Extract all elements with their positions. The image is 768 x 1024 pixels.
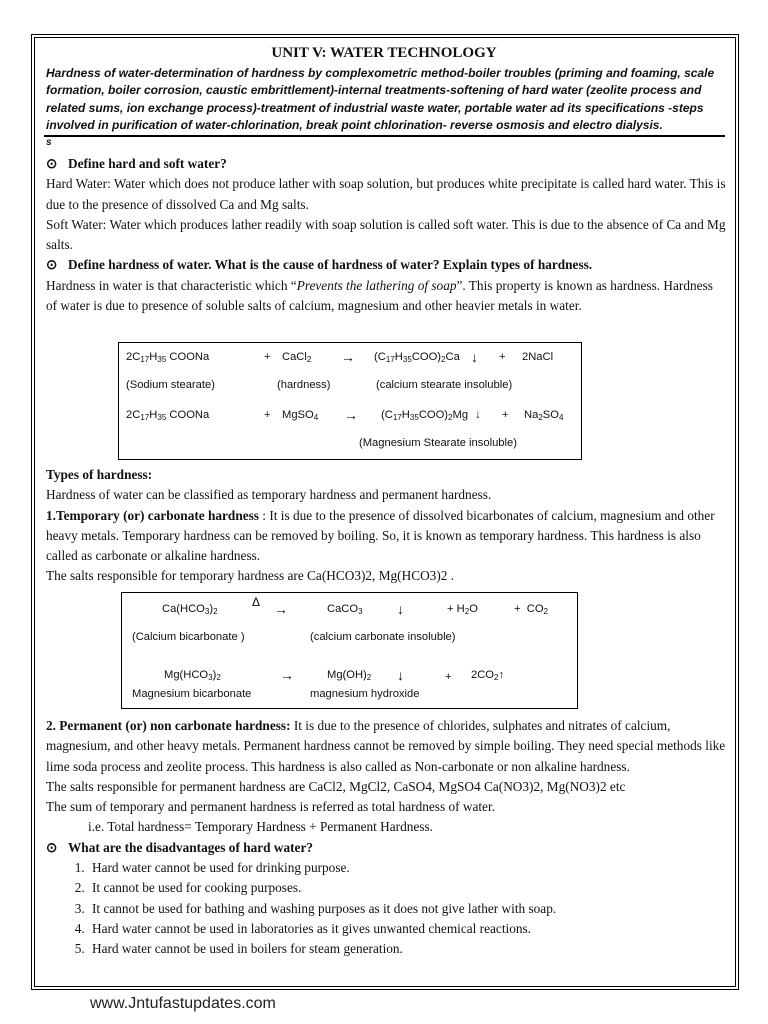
label: (calcium stearate insoluble) [376, 379, 513, 391]
list-item: 5. Hard water cannot be used in boilers for steam generation. [88, 939, 726, 959]
label: (Calcium bicarbonate ) [132, 631, 245, 643]
reactant: $2C_{17}H_{35}$ COONa [126, 409, 210, 423]
reactant: $2C_{17}H_{35}$ COONa [126, 351, 210, 365]
permanent-salts: The salts responsible for permanent hardness are CaCl2, MgCl2, CaSO4, MgSO4 Ca(NO3)2, Mg(NO3)2 etc [46, 778, 626, 794]
section-types [46, 465, 726, 587]
precipitate-arrow-icon: ↓ [471, 349, 478, 365]
arrow-icon: → [341, 349, 355, 365]
label: Magnesium bicarbonate [132, 688, 252, 700]
label: (Sodium stearate) [126, 379, 215, 391]
reactant: $Mg(HCO_3)_2$ [164, 669, 221, 683]
types-heading: Types of hardness: [46, 467, 153, 482]
temporary-salts: The salts responsible for temporary hardness are Ca(HCO3)2, Mg(HCO3)2 . [46, 568, 455, 584]
product: $(C_{17}H_{35}COO)_2Mg$ [381, 409, 469, 423]
reagent: MgSO$_4$ [282, 409, 319, 423]
label: (calcium carbonate insoluble) [310, 631, 456, 643]
divider [44, 135, 725, 137]
reaction-box-temporary [121, 592, 578, 709]
label: (hardness) [277, 379, 331, 391]
list-item: 1. Hard water cannot be used for drinking purpose. [88, 858, 726, 878]
question-heading: ⊙ Define hard and soft water? [46, 154, 726, 174]
delta-icon: Δ [252, 595, 261, 609]
label: magnesium hydroxide [310, 688, 420, 700]
section-permanent [46, 716, 726, 960]
plus-sign: + [499, 351, 506, 363]
question-heading: ⊙ Define hardness of water. What is the cause of hardness of water? Explain types of hardness. [46, 255, 726, 275]
precipitate-arrow-icon: ↓ [397, 667, 404, 683]
bullet-icon: ⊙ [46, 839, 58, 855]
plus-sign: + [264, 351, 271, 363]
total-hardness: The sum of temporary and permanent hardness is referred as total hardness of water. [46, 799, 495, 815]
reagent: CaCl$_2$ [282, 351, 312, 365]
stray-mark: s [46, 137, 52, 148]
question-heading: ⊙ What are the disadvantages of hard water? [46, 838, 726, 858]
byproduct: 2NaCl [522, 351, 554, 363]
precipitate-arrow-icon: ↓ [475, 407, 481, 421]
permanent-hardness: 2. Permanent (or) non carbonate hardness: It is due to the presence of chlorides, sulphates and nitrates of calcium, magnesium, and other heavy metals. Permanent hardness cannot be removed by simple boiling. They need special methods like lime soda process and zeolite process. This hardness is also called as Non-carbonate or non alkaline hardness. [46, 718, 726, 774]
soft-water-definition: Soft Water: Water which produces lather readily with soap solution is called soft water. This is due to the absence of Ca and Mg salts. [46, 216, 726, 253]
precipitate-arrow-icon: ↓ [397, 601, 404, 617]
disadvantages-list [46, 858, 726, 959]
product: $(C_{17}H_{35}COO)_2Ca$ [374, 351, 460, 365]
page-title: UNIT V: WATER TECHNOLOGY [271, 45, 497, 61]
list-item: 4. Hard water cannot be used in laboratories as it gives unwanted chemical reactions. [88, 919, 726, 939]
product: CaCO$_3$ [327, 603, 363, 617]
hardness-definition: Hardness in water is that characteristic which “Prevents the lathering of soap”. This property is known as hardness. Hardness of water is due to presence of soluble salts of calcium, magnesium and other heavier metals in water. [46, 277, 713, 314]
section-hard-soft [46, 154, 726, 316]
list-item: 3. It cannot be used for bathing and washing purposes as it does not give lather with soap. [88, 899, 726, 919]
bullet-icon: ⊙ [46, 257, 58, 273]
arrow-icon: → [344, 407, 358, 423]
byproduct: + $H_2O$ [447, 603, 478, 617]
reaction-box-soap [118, 342, 582, 460]
plus-sign: + [502, 409, 509, 421]
list-item: 2. It cannot be used for cooking purposes. [88, 878, 726, 898]
types-intro: Hardness of water can be classified as temporary hardness and permanent hardness. [46, 487, 492, 503]
arrow-icon: → [274, 601, 288, 617]
syllabus-text: Hardness of water-determination of hardness by complexometric method-boiler troubles (priming and foaming, scale formation, boiler corrosion, caustic embrittlement)-internal treatments-softening of hard water (zeolite process and related sums, ion exchange process)-treatment of industrial waste water, portable water ad its specifications -steps involved in purification of water-chlorination, break point chlorination- reverse osmosis and electro dialysis. [46, 66, 715, 132]
arrow-icon: → [280, 667, 294, 683]
footer-url: www.Jntufastupdates.com [90, 995, 276, 1012]
product: $Mg(OH)_2$ [327, 669, 372, 683]
bullet-icon: ⊙ [46, 156, 58, 171]
reactant: $Ca(HCO_3)_2$ [162, 603, 218, 617]
label: (Magnesium Stearate insoluble) [359, 437, 517, 449]
plus-sign: + [445, 671, 452, 683]
byproduct: + $CO_2$ [514, 603, 549, 617]
plus-sign: + [264, 409, 271, 421]
byproduct: $2CO_2↑$ [471, 669, 505, 683]
temporary-hardness: 1.Temporary (or) carbonate hardness : It is due to the presence of dissolved bicarbonates of calcium, magnesium and other heavy metals. Temporary hardness can be removed by boiling. So, it is known as temporary hardness. This hardness is also called as carbonate or alkaline hardness. [46, 507, 715, 564]
hard-water-definition: Hard Water: Water which does not produce lather with soap solution, but produces white precipitate is called hard water. This is due to the presence of dissolved Ca and Mg salts. [46, 176, 726, 212]
total-hardness-formula: i.e. Total hardness= Temporary Hardness + Permanent Hardness. [88, 819, 433, 835]
byproduct: $Na_2SO_4$ [524, 409, 564, 423]
